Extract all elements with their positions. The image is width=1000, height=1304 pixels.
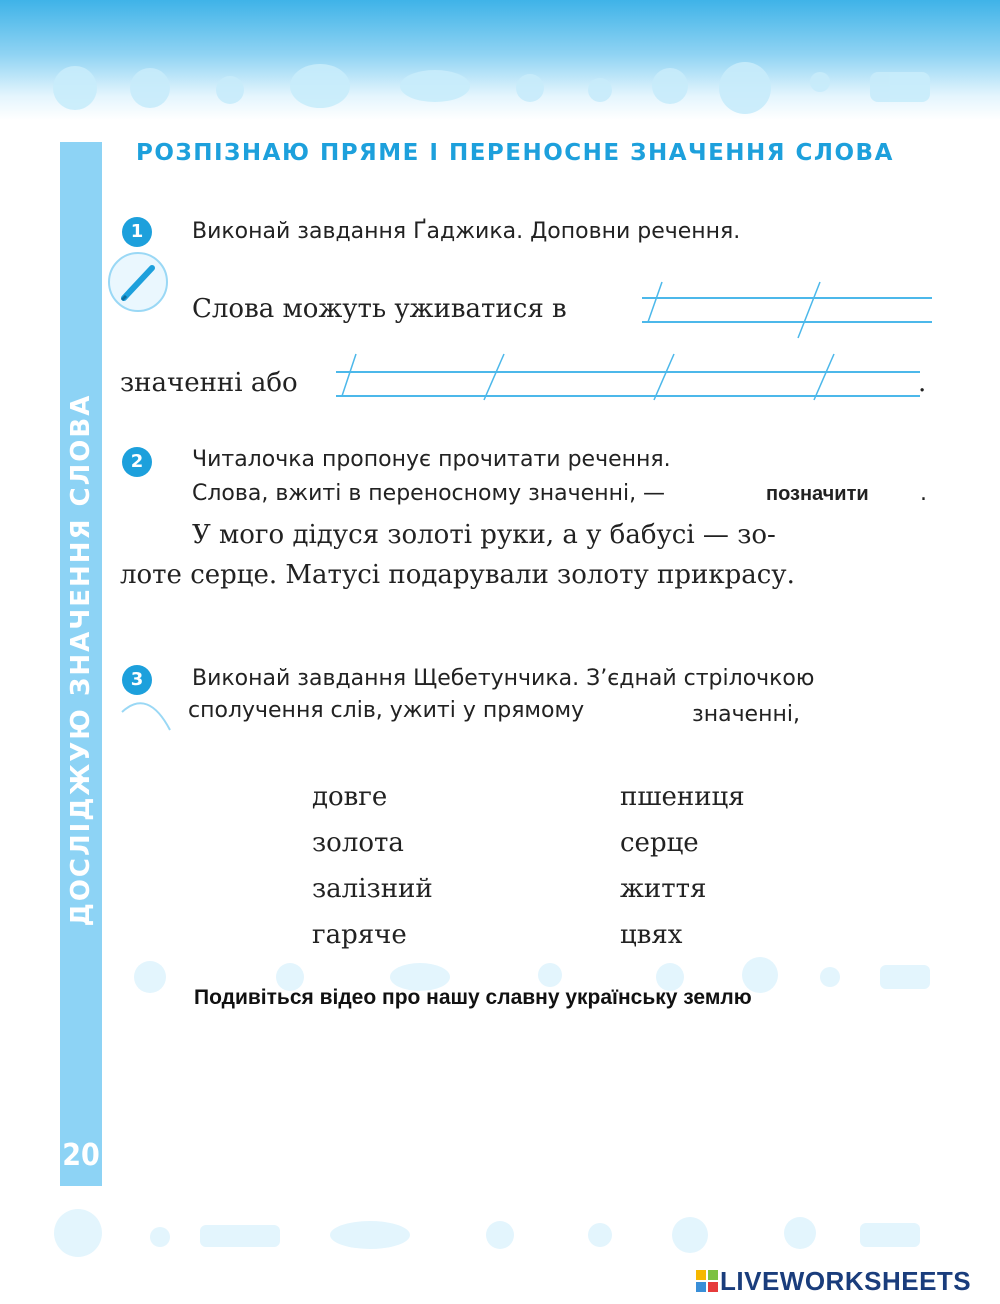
- task-3-instruction-line1: Виконай завдання Щебетунчика. З’єднай стрілочкою: [192, 666, 815, 691]
- right-word[interactable]: цвях: [620, 920, 683, 950]
- decorative-flowers-bottom: [40, 1205, 960, 1265]
- task-3-decorative-arc: [118, 690, 178, 740]
- task-1-instruction: Виконай завдання Ґаджика. Доповни речення.: [192, 219, 741, 244]
- task-2-text-line1[interactable]: У мого дідуся золоті руки, а у бабусі — зо-: [192, 520, 776, 550]
- sidebar-title: ДОСЛІДЖУЮ ЗНАЧЕННЯ СЛОВА: [66, 393, 96, 927]
- task-3-instruction-line2: сполучення слів, ужиті у прямому: [188, 698, 585, 723]
- task-3-instruction-line2-end: значенні,: [692, 702, 800, 727]
- task-1-period: .: [918, 368, 927, 398]
- page-number: 20: [62, 1138, 100, 1173]
- right-word[interactable]: пшениця: [620, 782, 745, 812]
- task-3-number: 3: [122, 665, 152, 695]
- task-2-instruction-line1: Читалочка пропонує прочитати речення.: [192, 447, 671, 472]
- left-word[interactable]: довге: [312, 782, 388, 812]
- task-2-number: 2: [122, 447, 152, 477]
- right-word[interactable]: життя: [620, 874, 707, 904]
- right-word[interactable]: серце: [620, 828, 699, 858]
- liveworksheets-logo-icon: [696, 1270, 718, 1292]
- task-1-sentence-line1: Слова можуть уживатися в: [192, 294, 567, 324]
- highlight-action-button[interactable]: позначити: [766, 483, 869, 505]
- page-heading: РОЗПІЗНАЮ ПРЯМЕ І ПЕРЕНОСНЕ ЗНАЧЕННЯ СЛОВА: [136, 140, 894, 166]
- left-word[interactable]: золота: [312, 828, 404, 858]
- task-1-sentence-line2: значенні або: [120, 368, 298, 398]
- task-1-answer-field-2[interactable]: [334, 352, 927, 402]
- decorative-flowers-top: [40, 50, 960, 120]
- task-2-text-line2[interactable]: лоте серце. Матусі подарували золоту прикрасу.: [120, 560, 795, 590]
- left-word[interactable]: гаряче: [312, 920, 407, 950]
- task-1-answer-field-1[interactable]: [640, 280, 935, 340]
- pen-icon: [108, 252, 168, 312]
- video-note: Подивіться відео про нашу славну українську землю: [194, 986, 752, 1009]
- task-1-number: 1: [122, 217, 152, 247]
- left-word[interactable]: залізний: [312, 874, 433, 904]
- task-2-period: .: [920, 481, 927, 506]
- task-2-instruction-line2: Слова, вжиті в переносному значенні, —: [192, 481, 666, 506]
- liveworksheets-watermark: LIVEWORKSHEETS: [720, 1266, 972, 1296]
